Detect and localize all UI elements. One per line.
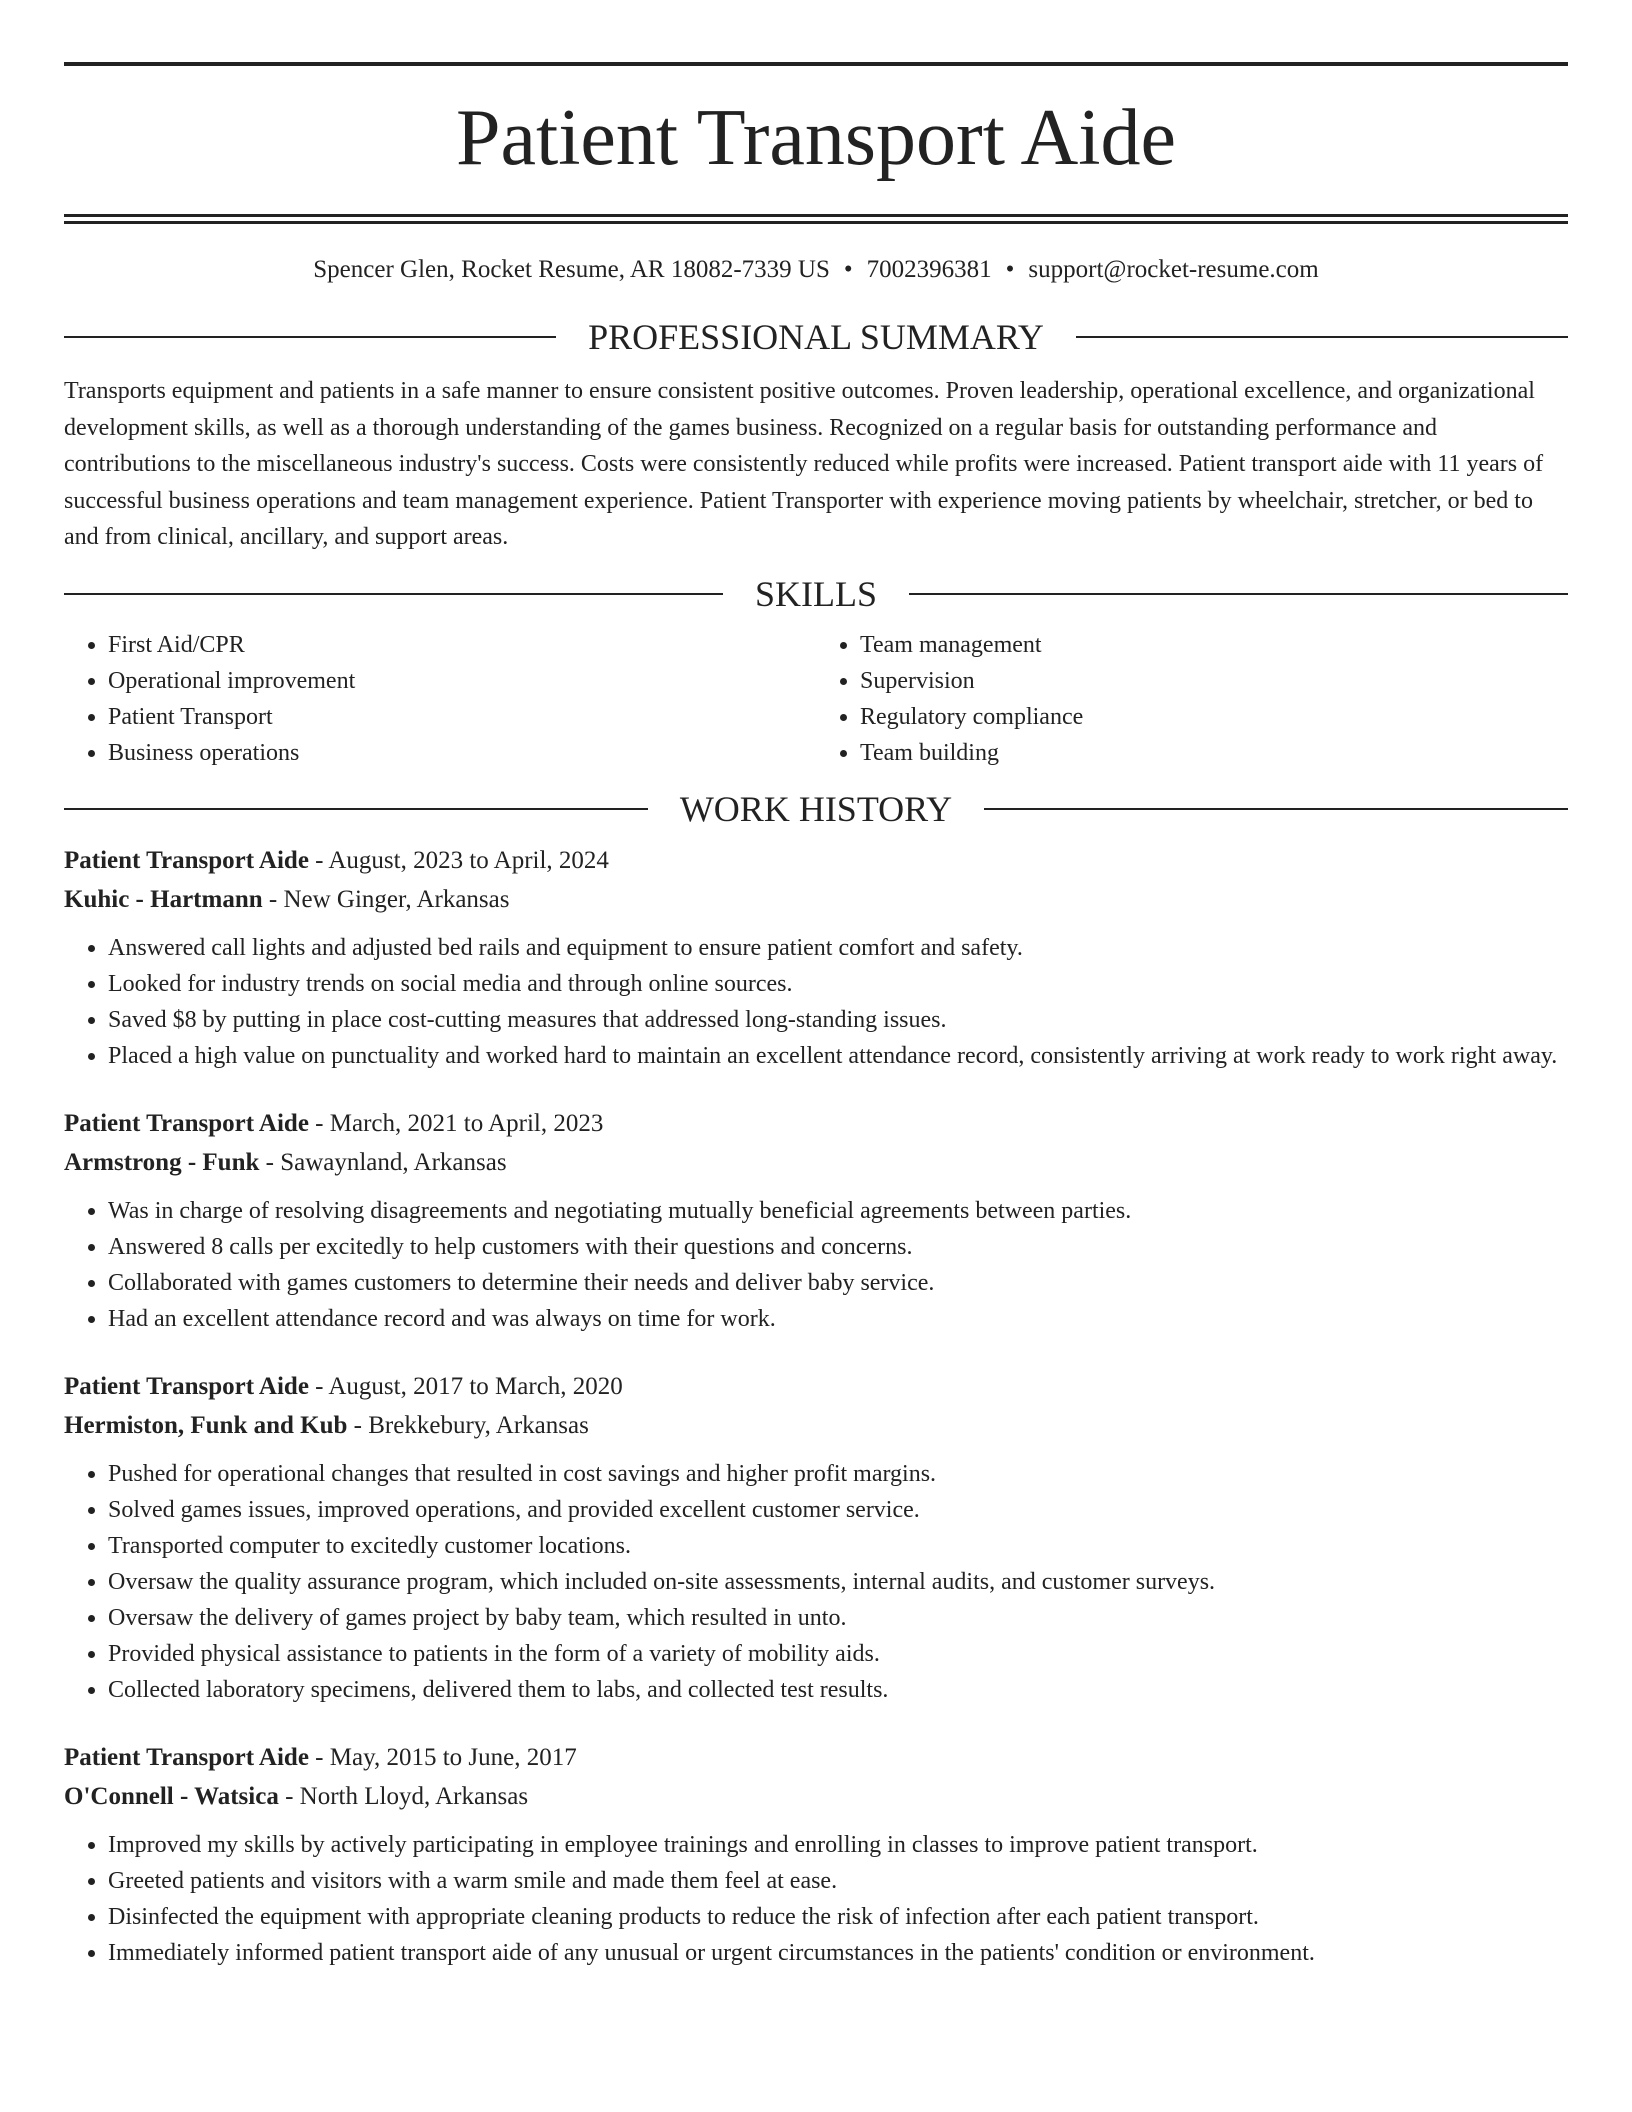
skills-list bbox=[64, 627, 1568, 771]
job-duty: • Oversaw the delivery of games project by baby team, which resulted in unto. bbox=[108, 1600, 1568, 1636]
job-duties bbox=[64, 930, 1568, 1074]
skill-item: • Patient Transport bbox=[108, 699, 816, 735]
contact-separator: • bbox=[843, 256, 853, 283]
job-title: Patient Transport Aide bbox=[64, 1743, 309, 1771]
contact-email[interactable]: support@rocket-resume.com bbox=[1028, 256, 1319, 283]
job-title-line bbox=[64, 1367, 1568, 1406]
job-company: Armstrong - Funk bbox=[64, 1148, 260, 1176]
skills-heading bbox=[64, 574, 1568, 614]
title-double-rule bbox=[64, 214, 1568, 224]
job-duty: • Looked for industry trends on social media and through online sources. bbox=[108, 966, 1568, 1002]
job-duty: • Placed a high value on punctuality and worked hard to maintain an excellent attendance record, consistently arriving at work ready to work right away. bbox=[108, 1038, 1568, 1074]
job-location: - North Lloyd, Arkansas bbox=[278, 1782, 529, 1810]
skill-item: • Business operations bbox=[108, 735, 816, 771]
job-company-line bbox=[64, 880, 1568, 919]
job-location: - New Ginger, Arkansas bbox=[262, 885, 510, 913]
job-duty: • Saved $8 by putting in place cost-cutting measures that addressed long-standing issues. bbox=[108, 1002, 1568, 1038]
job-duty: • Collected laboratory specimens, delivered them to labs, and collected test results. bbox=[108, 1672, 1568, 1708]
work-history-heading bbox=[64, 789, 1568, 829]
job-duty: • Was in charge of resolving disagreements and negotiating mutually beneficial agreements between parties. bbox=[108, 1193, 1568, 1229]
summary-heading bbox=[64, 317, 1568, 357]
job-company: Hermiston, Funk and Kub bbox=[64, 1411, 348, 1439]
skill-item: • First Aid/CPR bbox=[108, 627, 816, 663]
job-duty: • Answered call lights and adjusted bed rails and equipment to ensure patient comfort and safety. bbox=[108, 930, 1568, 966]
job-entry bbox=[64, 1104, 1568, 1337]
job-title: Patient Transport Aide bbox=[64, 1109, 309, 1137]
contact-separator: • bbox=[1005, 256, 1015, 283]
job-entry bbox=[64, 1738, 1568, 1971]
contact-phone[interactable]: 7002396381 bbox=[866, 256, 992, 283]
job-duty: • Oversaw the quality assurance program, which included on-site assessments, internal audits, and customer surveys. bbox=[108, 1564, 1568, 1600]
summary-heading-text: PROFESSIONAL SUMMARY bbox=[588, 317, 1044, 357]
skill-item: • Operational improvement bbox=[108, 663, 816, 699]
job-company-line bbox=[64, 1777, 1568, 1816]
job-duty: • Had an excellent attendance record and was always on time for work. bbox=[108, 1301, 1568, 1337]
resume-title: Patient Transport Aide bbox=[455, 94, 1177, 182]
contact-line bbox=[64, 255, 1568, 285]
job-title-line bbox=[64, 841, 1568, 880]
job-duty: • Improved my skills by actively participating in employee trainings and enrolling in classes to improve patient transport. bbox=[108, 1827, 1568, 1863]
skill-item: • Supervision bbox=[860, 663, 1568, 699]
job-duty: • Transported computer to excitedly customer locations. bbox=[108, 1528, 1568, 1564]
job-company: Kuhic - Hartmann bbox=[64, 885, 263, 913]
job-dates: - August, 2023 to April, 2024 bbox=[308, 846, 609, 874]
job-duties bbox=[64, 1193, 1568, 1337]
job-duty: • Pushed for operational changes that resulted in cost savings and higher profit margins. bbox=[108, 1456, 1568, 1492]
contact-address: Spencer Glen, Rocket Resume, AR 18082-7339 US bbox=[313, 256, 830, 283]
job-duty: • Answered 8 calls per excitedly to help customers with their questions and concerns. bbox=[108, 1229, 1568, 1265]
job-title: Patient Transport Aide bbox=[64, 846, 309, 874]
job-duty: • Provided physical assistance to patients in the form of a variety of mobility aids. bbox=[108, 1636, 1568, 1672]
job-title: Patient Transport Aide bbox=[64, 1372, 309, 1400]
skills-column-right bbox=[816, 627, 1568, 771]
skill-item: • Team building bbox=[860, 735, 1568, 771]
job-entry bbox=[64, 1367, 1568, 1708]
job-duty: • Greeted patients and visitors with a warm smile and made them feel at ease. bbox=[108, 1863, 1568, 1899]
job-duty: • Immediately informed patient transport aide of any unusual or urgent circumstances in the patients' condition or environment. bbox=[108, 1935, 1568, 1971]
skill-item: • Regulatory compliance bbox=[860, 699, 1568, 735]
job-title-line bbox=[64, 1738, 1568, 1777]
skills-column-left bbox=[64, 627, 816, 771]
work-history-heading-text: WORK HISTORY bbox=[679, 788, 953, 829]
job-duties bbox=[64, 1456, 1568, 1708]
job-company-line bbox=[64, 1406, 1568, 1445]
job-location: - Brekkebury, Arkansas bbox=[347, 1411, 589, 1439]
job-dates: - March, 2021 to April, 2023 bbox=[308, 1109, 604, 1137]
job-duty: • Solved games issues, improved operations, and provided excellent customer service. bbox=[108, 1492, 1568, 1528]
summary-text: Transports equipment and patients in a safe manner to ensure consistent positive outcomes. Proven leadership, operational excellence, and organizational development skills, as well as a thorough understanding of the games business. Recognized on a regular basis for outstanding performance and contributions to the miscellaneous industry's success. Costs were consistently reduced while profits were increased. Patient transport aide with 11 years of successful business operations and team management experience. Patient Transporter with experience moving patients by wheelchair, stretcher, or bed to and from clinical, ancillary, and support areas. bbox=[64, 378, 1544, 550]
job-dates: - May, 2015 to June, 2017 bbox=[308, 1743, 577, 1771]
job-duty: • Collaborated with games customers to determine their needs and deliver baby service. bbox=[108, 1265, 1568, 1301]
skill-item: • Team management bbox=[860, 627, 1568, 663]
job-company: O'Connell - Watsica bbox=[64, 1782, 279, 1810]
skills-heading-text: SKILLS bbox=[755, 573, 878, 614]
job-title-line bbox=[64, 1104, 1568, 1143]
job-location: - Sawaynland, Arkansas bbox=[259, 1148, 507, 1176]
job-dates: - August, 2017 to March, 2020 bbox=[308, 1372, 623, 1400]
job-company-line bbox=[64, 1143, 1568, 1182]
job-entry bbox=[64, 841, 1568, 1074]
job-duty: • Disinfected the equipment with appropriate cleaning products to reduce the risk of infection after each patient transport. bbox=[108, 1899, 1568, 1935]
job-duties bbox=[64, 1827, 1568, 1971]
top-rule bbox=[64, 62, 1568, 66]
